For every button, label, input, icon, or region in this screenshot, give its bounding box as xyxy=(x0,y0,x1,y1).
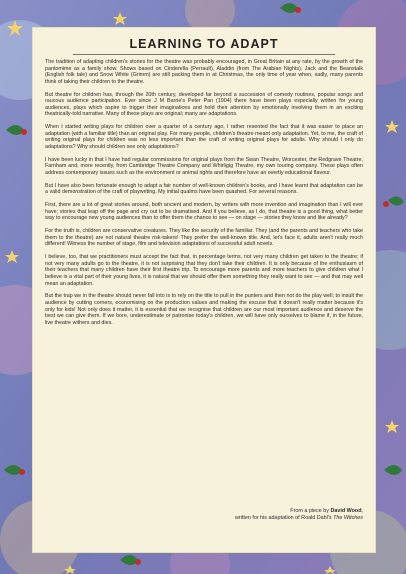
paragraph: But I have also been fortunate enough to adapt a fair number of well-known children's books, and I have learnt that adaptation can be a valid demonstration of the craft of playwriting. My initial qualms have been quashed. For several reasons. xyxy=(45,182,363,196)
attribution-line-2 xyxy=(235,515,363,522)
paragraph: I have been lucky in that I have had regular commissions for original plays from the Swan Theatre, Worcester, the Redgrave Theatre, Farnham and, more recently, from Cambridge Theatre Company and Whirligig Theatre, my own touring company. These plays often address contemporary issues such as the environment or animal rights and therefore have an overtly educational flavour. xyxy=(45,156,363,176)
paragraph: I believe, too, that we practitioners must accept the fact that, in percentage terms, not very many children get taken to the theatre; if not very many adults go to the theatre, it is not surprising that they don't take their children. It is only because of the enthusiasm of their teachers that many children have their first theatre trip. To encourage more parents and more teachers to give children what I believe is a vital part of their young lives, it is natural that we should offer them something they really want to see — and that may well mean an adaptation. xyxy=(45,254,363,287)
article-title: LEARNING TO ADAPT xyxy=(129,37,279,51)
attribution-comma: , xyxy=(361,508,363,514)
title-underline xyxy=(73,54,335,55)
paragraph: The tradition of adapting children's stories for the theatre was probably encouraged, in Great Britain at any rate, by the growth of the pantomime as a family show. Shows based on Cinderella (Perrault), Aladdin (from The Arabian Nights), Jack and the Beanstalk (English folk tale) and Snow White (Grimm) are still packing them in at Christmas, the only time of year when, sadly, many parents think of taking their children to the theatre. xyxy=(45,59,363,85)
attribution-prefix: From a piece by xyxy=(290,508,331,514)
paragraph: But the trap we in the theatre should never fall into is to rely on the title to pull in the punters and then not do the play well; to insult the audience by cutting corners, economising on the production values and making the excuse that it doesn't really matter because it's only for kids! Not only does it matter, it is essential that we recognise that children are our most important audience and deserve the best we can give them. If we bore, underestimate or patronise today's children, we will have only ourselves to blame if, in the future, live theatre withers and dies. xyxy=(45,293,363,326)
paragraph: When I started writing plays for children over a quarter of a century ago, I rather resented the fact that it was easier to place an adaptation (with a familiar title) than an original play. For many people, children's theatre meant only adaptation. Yet, to me, the craft of writing original plays for children was no less important than the craft of writing original plays for adults. Why should I only do adaptations? Why should children see only adaptations? xyxy=(45,124,363,150)
author-name: David Wood xyxy=(330,508,362,514)
attribution-line-1 xyxy=(235,508,363,515)
paragraph: First, there are a lot of great stories around, both ancient and modern, by writers with more invention and imagination than I will ever have; stories that leap off the page and cry out to be dramatised. And if you believe, as I do, that theatre is a good thing, what better way to encourage new young audiences than to offer them the chance to see — on stage — stories they know and like already? xyxy=(45,202,363,222)
attribution xyxy=(235,508,363,521)
book-title: The Witches xyxy=(333,514,363,521)
article-panel xyxy=(33,28,375,552)
attribution-source: written for his adaptation of Roald Dahl's xyxy=(234,514,334,521)
article-body xyxy=(45,59,363,333)
paragraph: For the truth is, children are conservative creatures. They like the security of the familiar. They (and the parents and teachers who take them to the theatre) are not natural theatre risk-takers! They prefer the well-known title. And, let's face it, adults aren't really much different! Witness the number of stage, film and television adaptations of successful adult novels. xyxy=(45,228,363,248)
paragraph: But theatre for children has, through the 20th century, developed far beyond a succession of comedy routines, popular songs and raucous audience participation. Ever since J M Barrie's Peter Pan (1904) there have been plays especially written for young audiences, plays which aspire to trigger their imaginations and hold their attention by emotionally involving them in an exciting theatrically-told narrative. Many of these plays are original; many are adaptations. xyxy=(45,91,363,118)
